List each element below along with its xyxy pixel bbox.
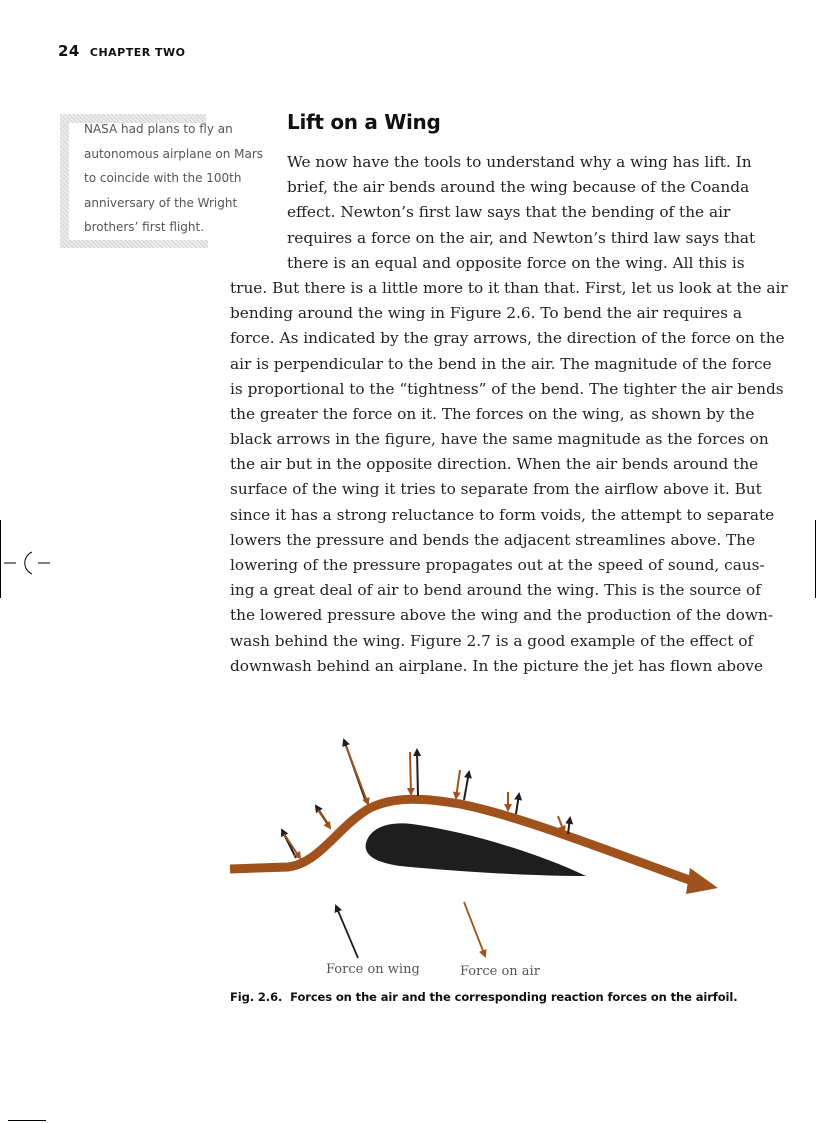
- label-force-on-air: Force on air: [460, 964, 540, 979]
- body-line: downwash behind an airplane. In the picture the jet has flown above: [230, 656, 764, 675]
- force-on-air-arrow: [410, 752, 411, 794]
- force-on-air-arrow: [456, 770, 460, 798]
- body-line: wash behind the wing. Figure 2.7 is a good example of the effect of: [230, 631, 754, 650]
- body-line: bending around the wing in Figure 2.6. To bend the air requires a: [230, 304, 742, 323]
- force-on-wing-arrow: [417, 750, 418, 796]
- registration-mark-icon: [4, 548, 50, 578]
- body-line: surface of the wing it tries to separate from the airflow above it. But: [230, 480, 762, 499]
- airflow-arrowhead: [686, 868, 718, 894]
- label-force-on-wing: Force on wing: [326, 962, 420, 977]
- body-line: air is perpendicular to the bend in the air. The magnitude of the force: [230, 354, 772, 373]
- force-on-wing-arrow: [516, 794, 519, 814]
- crop-mark-left: [0, 520, 1, 598]
- body-line: the lowered pressure above the wing and the production of the down-: [230, 606, 773, 625]
- sidebar-rule-bottom: [60, 240, 208, 248]
- sidebar-line: autonomous airplane on Mars: [84, 146, 264, 161]
- body-line: since it has a strong reluctance to form voids, the attempt to separate: [230, 505, 775, 524]
- sidebar-line: brothers’ first flight.: [84, 220, 205, 234]
- force-on-air-arrow: [346, 746, 368, 804]
- sidebar-line: NASA had plans to fly an: [84, 122, 233, 136]
- force-on-wing-arrow: [464, 772, 469, 800]
- body-line: brief, the air bends around the wing because of the Coanda: [287, 178, 750, 197]
- chapter-title: CHAPTER TWO: [89, 46, 186, 59]
- body-line: lowering of the pressure propagates out at the speed of sound, caus-: [230, 556, 765, 574]
- sidebar-rule-left: [60, 114, 69, 248]
- body-text: [230, 150, 788, 679]
- body-line: the air but in the opposite direction. When the air bends around the: [230, 455, 759, 474]
- sidebar-line: to coincide with the 100th: [84, 171, 242, 185]
- sidebar-note: [60, 114, 264, 248]
- body-line: ing a great deal of air to bend around the wing. This is the source of: [230, 581, 761, 600]
- airfoil-diagram: [220, 730, 730, 990]
- body-line: lowers the pressure and bends the adjacent streamlines above. The: [230, 530, 756, 549]
- force-on-air-arrow: [284, 834, 300, 858]
- body-line: force. As indicated by the gray arrows, the direction of the force on the: [230, 329, 785, 348]
- body-line: We now have the tools to understand why a wing has lift. In: [287, 153, 752, 171]
- figure-caption-text: Forces on the air and the corresponding reaction forces on the airfoil.: [290, 990, 738, 1004]
- page-number: 24: [58, 42, 80, 60]
- body-line: requires a force on the air, and Newton’s third law says that: [287, 228, 756, 247]
- section-heading: Lift on a Wing: [287, 110, 441, 134]
- figure-caption: [230, 990, 737, 1004]
- body-line: true. But there is a little more to it than that. First, let us look at the air: [230, 278, 788, 297]
- figure-airfoil: [220, 730, 730, 990]
- sidebar-line: anniversary of the Wright: [84, 195, 238, 210]
- body-line: effect. Newton’s first law says that the bending of the air: [287, 203, 731, 222]
- crop-mark-bottom: [8, 1120, 46, 1121]
- legend-force-on-wing-arrow: [336, 906, 358, 958]
- body-line: the greater the force on it. The forces on the wing, as shown by the: [230, 404, 755, 423]
- figure-caption-label: Fig. 2.6.: [230, 990, 283, 1004]
- running-head: [58, 42, 186, 60]
- body-line: is proportional to the “tightness” of the bend. The tighter the air bends: [230, 379, 784, 398]
- legend-force-on-air-arrow: [464, 902, 485, 956]
- body-line: there is an equal and opposite force on the wing. All this is: [287, 253, 745, 272]
- body-line: black arrows in the figure, have the same magnitude as the forces on: [230, 430, 769, 449]
- force-on-wing-arrow: [568, 818, 570, 834]
- force-on-air-arrow: [318, 810, 330, 828]
